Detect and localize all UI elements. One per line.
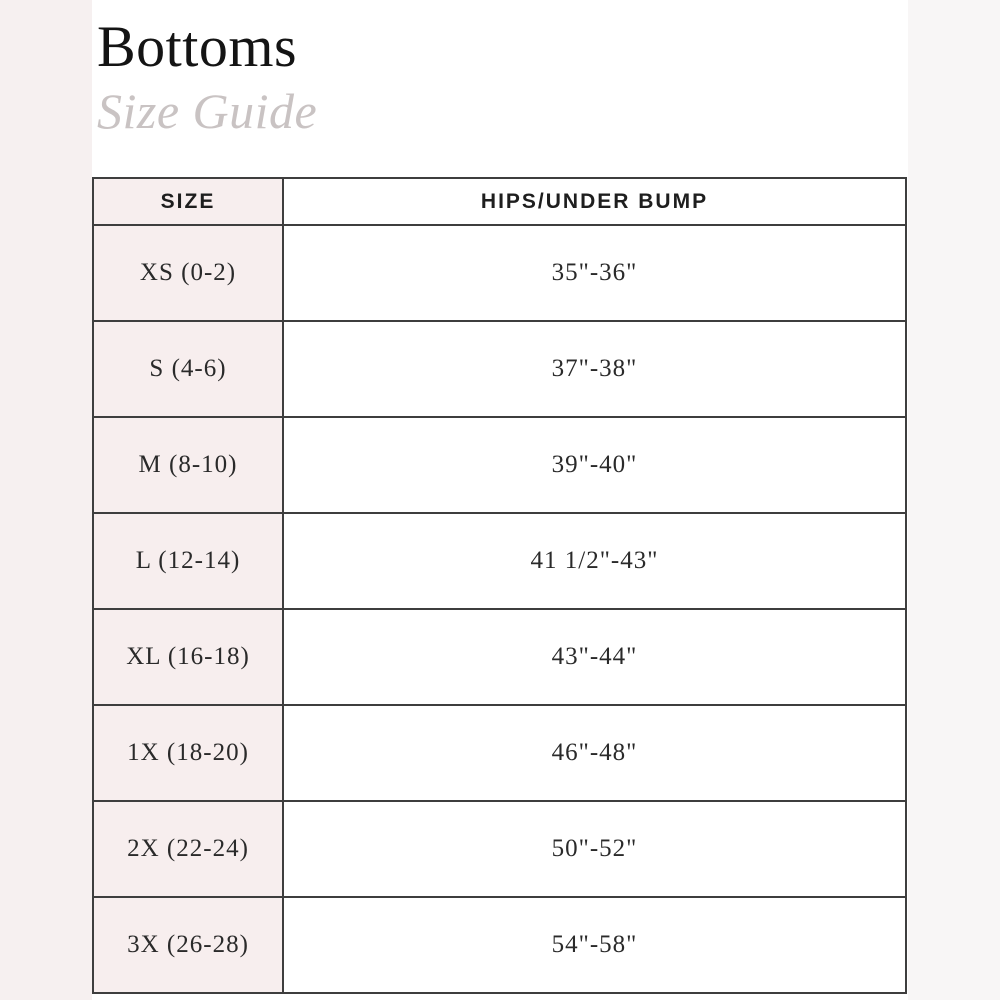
table-row — [93, 705, 906, 801]
size-chart-table — [92, 177, 907, 994]
size-cell: 2X (22-24) — [93, 801, 283, 897]
hips-column-header: HIPS/UNDER BUMP — [283, 178, 906, 225]
size-column-header: SIZE — [93, 178, 283, 225]
size-cell: 3X (26-28) — [93, 897, 283, 993]
hips-cell: 54"-58" — [283, 897, 906, 993]
hips-cell: 41 1/2"-43" — [283, 513, 906, 609]
table-row — [93, 321, 906, 417]
hips-cell: 43"-44" — [283, 609, 906, 705]
table-row — [93, 801, 906, 897]
hips-cell: 50"-52" — [283, 801, 906, 897]
size-cell: L (12-14) — [93, 513, 283, 609]
page-subtitle: Size Guide — [97, 83, 318, 139]
table-row — [93, 225, 906, 321]
table-row — [93, 417, 906, 513]
size-cell: S (4-6) — [93, 321, 283, 417]
hips-cell: 35"-36" — [283, 225, 906, 321]
table-header-row — [93, 178, 906, 225]
table-row — [93, 609, 906, 705]
table-row — [93, 513, 906, 609]
page-title: Bottoms — [97, 14, 298, 79]
size-cell: 1X (18-20) — [93, 705, 283, 801]
size-cell: XS (0-2) — [93, 225, 283, 321]
hips-cell: 37"-38" — [283, 321, 906, 417]
size-cell: M (8-10) — [93, 417, 283, 513]
hips-cell: 46"-48" — [283, 705, 906, 801]
size-cell: XL (16-18) — [93, 609, 283, 705]
left-margin — [0, 0, 92, 1000]
table-row — [93, 897, 906, 993]
hips-cell: 39"-40" — [283, 417, 906, 513]
right-margin — [908, 0, 1000, 1000]
